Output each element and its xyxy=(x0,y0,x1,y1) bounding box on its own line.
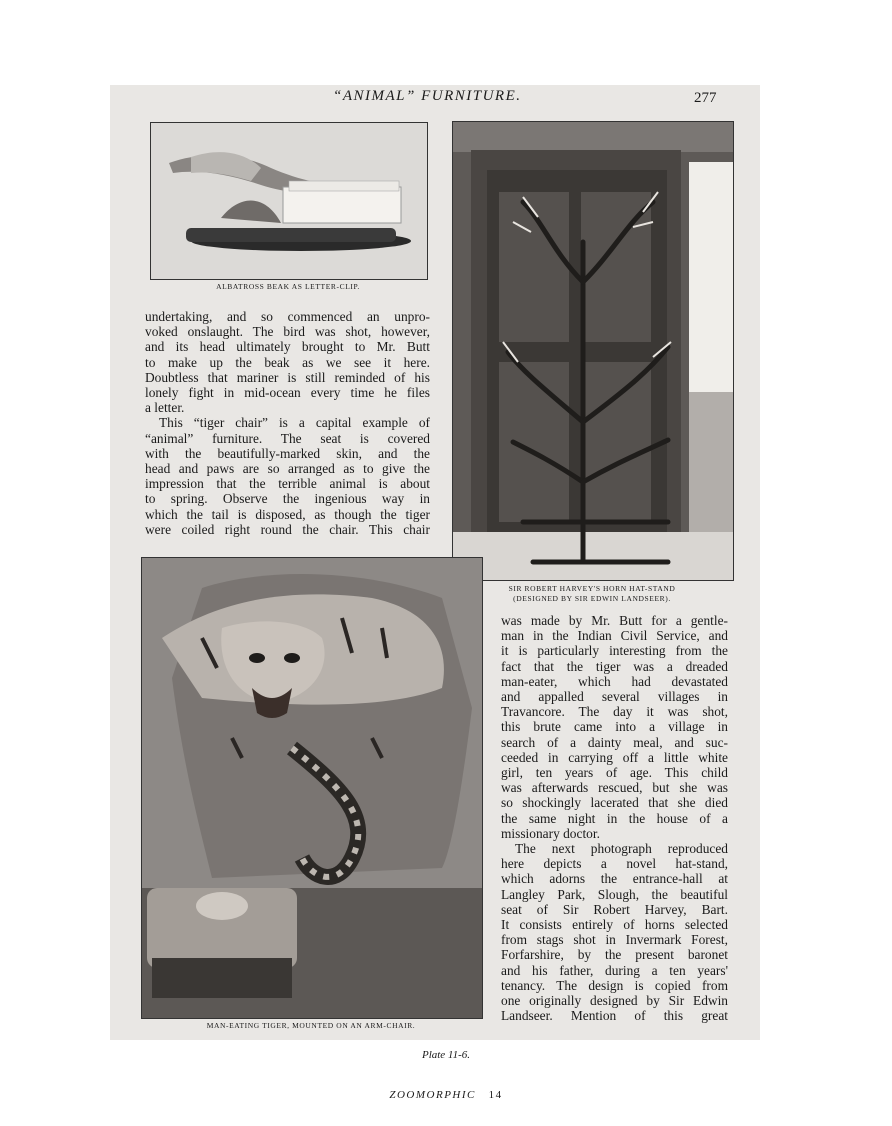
text-line: Landseer. Mention of this great xyxy=(501,1008,728,1024)
text-line: which the tail is disposed, as though the tiger xyxy=(145,506,430,522)
text-line: was made by Mr. Butt for a gentle- xyxy=(501,613,728,628)
text-line: from stags shot in Invermark Forest, xyxy=(501,932,728,948)
text-line: ceeded in carrying off a little white xyxy=(501,749,728,765)
text-line: here depicts a novel hat-stand, xyxy=(501,856,728,872)
text-line: Langley Park, Slough, the beautiful xyxy=(501,886,728,902)
text-line: so shockingly lacerated that she died xyxy=(501,795,728,811)
text-line: and appalled several villages in xyxy=(501,689,728,705)
footer-title: ZOOMORPHIC xyxy=(389,1089,476,1101)
text-line: “animal” furniture. The seat is covered xyxy=(145,430,430,446)
text-line: This “tiger chair” is a capital example of xyxy=(159,415,430,431)
text-line: seat of Sir Robert Harvey, Bart. xyxy=(501,901,728,917)
text-line: were coiled right round the chair. This chair xyxy=(145,521,430,537)
left-column-text xyxy=(145,309,430,537)
text-line: to make up the beak as we see it here. xyxy=(145,354,430,370)
text-line: head and paws are so arranged as to give the xyxy=(145,461,430,477)
text-line: was afterwards rescued, but she was xyxy=(501,780,728,796)
albatross-beak-photo xyxy=(150,122,428,280)
text-line: a letter. xyxy=(145,400,185,416)
text-line: Doubtless that mariner is still reminded of his xyxy=(145,369,430,385)
text-line: man-eater, which had devastated xyxy=(501,673,728,689)
text-line: and his father, during a ten years' xyxy=(501,962,728,978)
text-line: the same night in the house of a xyxy=(501,810,728,826)
text-line: with the beautifully-marked skin, and the xyxy=(145,445,430,461)
tiger-chair-photo xyxy=(141,557,483,1019)
albatross-caption: ALBATROSS BEAK AS LETTER-CLIP. xyxy=(216,282,360,291)
text-line: fact that the tiger was a dreaded xyxy=(501,658,728,674)
text-line: and its head ultimately brought to Mr. Butt xyxy=(145,339,430,355)
text-line: Forfarshire, by the present baronet xyxy=(501,947,728,963)
running-title: “ANIMAL” FURNITURE. xyxy=(333,88,522,104)
page-footer xyxy=(0,1089,892,1101)
text-line: to spring. Observe the ingenious way in xyxy=(145,491,430,507)
text-line: impression that the terrible animal is about xyxy=(145,476,430,492)
tiger-caption: MAN-EATING TIGER, MOUNTED ON AN ARM-CHAIR. xyxy=(206,1021,416,1030)
text-line: undertaking, and so commenced an unpro- xyxy=(145,309,430,324)
text-line: search of a dainty meal, and suc- xyxy=(501,734,728,750)
horn-hatstand-photo xyxy=(452,121,734,581)
text-line: which adorns the entrance-hall at xyxy=(501,871,728,887)
text-line: tenancy. The design is copied from xyxy=(501,977,728,993)
text-line: voked onslaught. The bird was shot, however, xyxy=(145,324,430,340)
right-column-text xyxy=(501,613,728,1023)
hatstand-caption: SIR ROBERT HARVEY'S HORN HAT-STAND (DESIGNED BY SIR EDWIN LANDSEER). xyxy=(508,584,676,603)
text-line: girl, ten years of age. This child xyxy=(501,765,728,781)
text-line: Travancore. The day it was shot, xyxy=(501,704,728,720)
text-line: lonely fight in mid-ocean every time he files xyxy=(145,385,430,401)
page-number: 277 xyxy=(694,90,717,106)
text-line: The next photograph reproduced xyxy=(515,841,728,857)
footer-page-number: 14 xyxy=(488,1089,503,1101)
text-line: missionary doctor. xyxy=(501,825,600,841)
text-line: it is particularly interesting from the xyxy=(501,643,728,659)
text-line: It consists entirely of horns selected xyxy=(501,917,728,933)
text-line: one originally designed by Sir Edwin xyxy=(501,993,728,1009)
text-line: man in the Indian Civil Service, and xyxy=(501,628,728,644)
plate-label: Plate 11-6. xyxy=(421,1049,471,1061)
text-line: this brute came into a village in xyxy=(501,719,728,735)
